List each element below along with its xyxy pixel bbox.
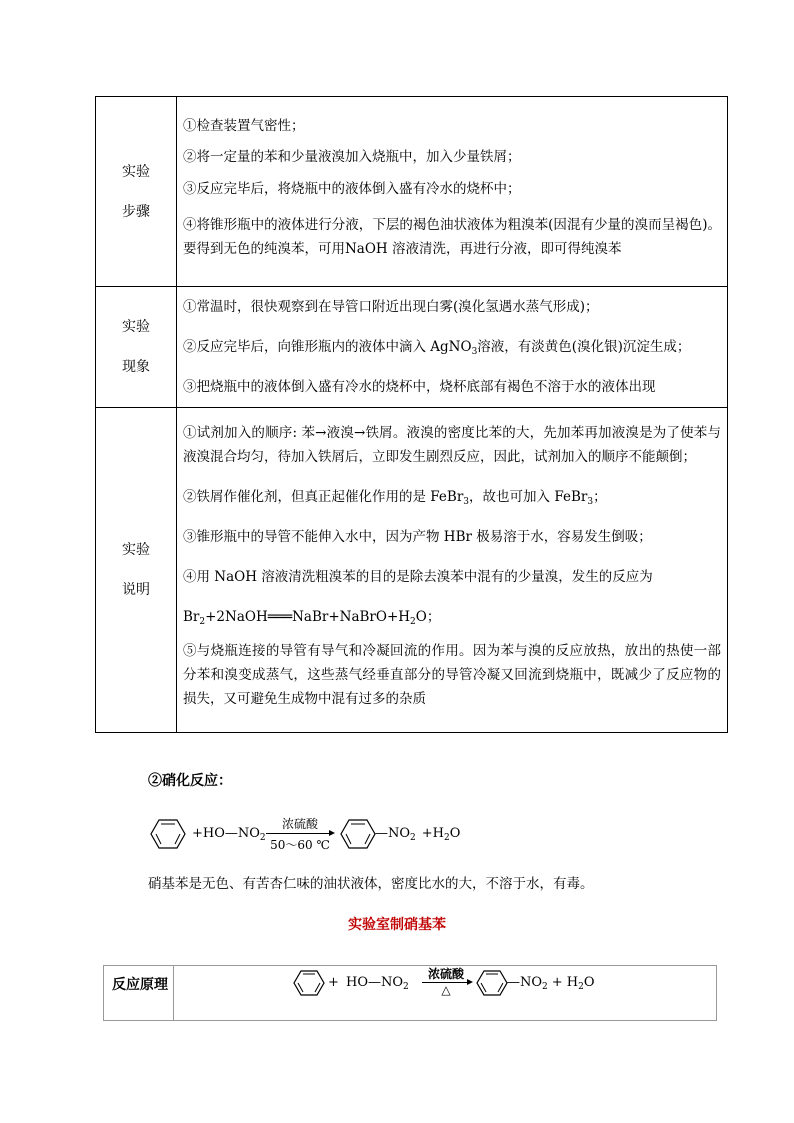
reaction-principle-table [103,965,717,1021]
water-end: O [449,826,461,841]
subscript: 2 [410,833,416,843]
subscript: 3 [463,497,470,507]
condition-label: 50～60 ℃ [270,838,330,852]
table-label: 反应原理 [104,966,174,1020]
list-item: ③把烧瓶中的液体倒入盛有冷水的烧杯中，烧杯底部有褐色不溶于水的液体出现 [183,379,656,395]
subscript: 2 [410,617,416,627]
table-row [96,287,728,408]
table-row [96,408,728,733]
list-item: ③锥形瓶中的导管不能伸入水中，因为产物 HBr 极易溶于水，容易发生倒吸； [183,529,652,545]
item-text: ，故也可加入 FeBr [469,489,588,505]
subscript: 2 [259,833,266,843]
product-text [507,975,595,990]
subscript: 2 [403,982,409,992]
header-line: 实验 [122,319,150,335]
catalyst-label: 浓硫酸 [427,967,464,981]
list-item: ④将锥形瓶中的液体进行分液，下层的褐色油状液体为粗溴苯(因混有少量的溴而呈褐色)。要得到无色的纯溴苯，可用NaOH 溶液清洗，再进行分液，即可得纯溴苯 [183,216,721,257]
subscript: 2 [444,833,450,843]
table-row [96,97,728,287]
section-heading: ②硝化反应： [148,773,232,789]
list-item: ④用 NaOH 溶液清洗粗溴苯的目的是除去溴苯中混有的少量溴，发生的反应为 [183,569,653,585]
list-item [183,327,721,367]
product-text [375,826,460,841]
list-item: ①试剂加入的顺序: 苯→液溴→铁屑。液溴的密度比苯的大，先加苯再加液溴是为了使苯与液溴混合均匀，待加入铁屑后，立即发生剧烈反应，因此，试剂加入的顺序不能颠倒； [183,425,721,465]
list-item: ②将一定量的苯和少量液溴加入烧瓶中，加入少量铁屑； [183,148,521,165]
header-line: 实验 [122,542,150,558]
row-content [177,287,728,408]
item-text: ②反应完毕后，向锥形瓶内的液体中滴入 AgNO [183,339,472,355]
reagent: +HO—NO [192,826,260,841]
plus-sign: + [328,975,339,990]
row-header [96,287,177,408]
water: + H [551,975,579,990]
list-item [183,477,721,517]
item-text: +2NaOH═══NaBr+NaBrO+H [205,609,411,625]
item-text: O； [415,609,441,625]
subscript: 2 [542,982,548,992]
reaction-arrow [266,833,330,834]
header-line: 步骤 [122,203,150,220]
subscript: 2 [199,617,206,627]
header-line: 现象 [122,359,150,375]
list-item: ③反应完毕后，将烧瓶中的液体倒入盛有冷水的烧杯中； [183,180,521,197]
reagent-text [346,975,409,990]
benzene-ring-icon [293,969,325,997]
benzene-ring-icon [150,818,186,850]
water: +H [421,826,445,841]
subscript: 3 [471,347,478,357]
header-line: 说明 [122,582,150,598]
benzene-ring-icon [476,969,508,997]
reagent-text [192,826,266,841]
item-text: 溶液，有淡黄色(溴化银)沉淀生成； [477,339,691,355]
water-end: O [583,975,595,990]
item-text: ②铁屑作催化剂，但真正起催化作用的是 FeBr [183,489,464,505]
row-content [177,97,728,287]
experiment-table [95,96,728,733]
description-text: 硝基苯是无色、有苦杏仁味的油状液体，密度比水的大，不溶于水，有毒。 [148,876,594,892]
product: —NO [507,975,543,990]
condition-label: △ [441,983,451,997]
row-content [177,408,728,733]
list-item: ⑤与烧瓶连接的导管有导气和冷凝回流的作用。因为苯与溴的反应放热，放出的热使一部分苯和溴变成蒸气，这些蒸气经垂直部分的导管冷凝又回流到烧瓶中，既减少了反应物的损失，又可避免生成物中混有过多的杂质 [183,643,721,707]
row-header [96,97,177,287]
list-item: ①常温时，很快观察到在导管口附近出现白雾(溴化氢遇水蒸气形成)； [183,299,599,315]
section-subtitle: 实验室制硝基苯 [348,917,446,933]
product: —NO [375,826,411,841]
row-header [96,408,177,733]
header-line: 实验 [122,163,150,180]
equation-line [183,597,721,637]
catalyst-label: 浓硫酸 [281,817,318,831]
list-item: ①检查装置气密性； [183,117,305,134]
subscript: 3 [587,497,594,507]
reagent: HO—NO [346,975,404,990]
benzene-ring-icon [340,818,376,850]
subscript: 2 [578,982,584,992]
item-text: Br [183,609,200,625]
item-text: ； [593,489,607,505]
